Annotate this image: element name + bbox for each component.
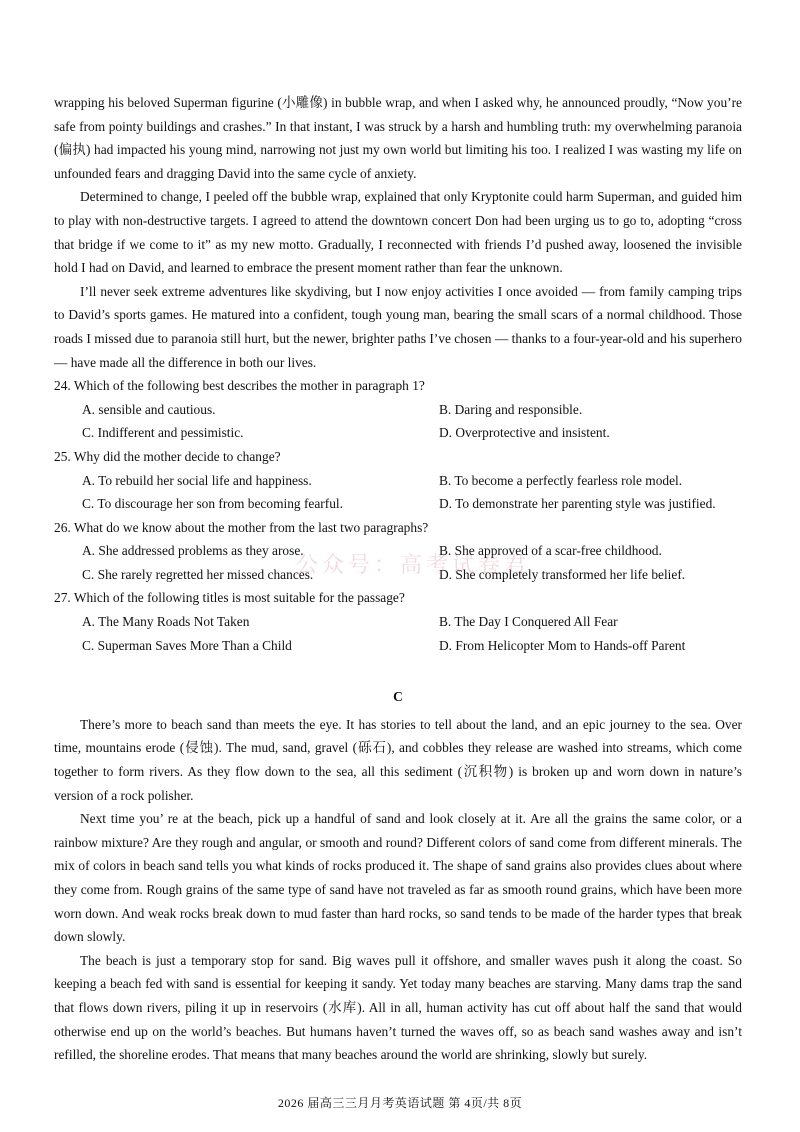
- option-d: D. To demonstrate her parenting style was justified.: [439, 496, 716, 512]
- option-c: C. To discourage her son from becoming fearful.: [82, 496, 343, 512]
- question-stem: 24. Which of the following best describes the mother in paragraph 1?: [54, 378, 425, 394]
- passage-c-paragraph: The beach is just a temporary stop for sand. Big waves pull it offshore, and smaller waves push it along the coast. So keeping a beach fed with sand is essential for keeping it sandy. Yet today many beaches are starving. Many dams trap the sand that flows down rivers, piling it up in reservoirs (水库). All in all, human activity has cut off about half the sand that would otherwise end up on the world’s beaches. But humans haven’t turned the waves off, so as beach sand washes away and isn’t refilled, the shoreline erodes. That means that many beaches around the world are shrinking, slowly but surely.: [54, 952, 742, 1063]
- passage-b-paragraph: wrapping his beloved Superman figurine (小雕像) in bubble wrap, and when I asked why, he announced proudly, “Now you’re safe from pointy buildings and crashes.” In that instant, I was struck by a harsh and humbling truth: my overwhelming paranoia (偏执) had impacted his young mind, narrowing not just my own world but limiting his too. I realized I was wasting my life on unfounded fears and dragging David into the same cycle of anxiety.: [54, 95, 742, 181]
- question-options: [54, 539, 742, 586]
- option-a: A. sensible and cautious.: [82, 401, 216, 417]
- option-c: C. She rarely regretted her missed chances.: [82, 566, 314, 582]
- question-stem: 25. Why did the mother decide to change?: [54, 448, 281, 464]
- question-options: [54, 610, 742, 657]
- question-24: [54, 374, 742, 445]
- exam-page: [54, 91, 742, 1067]
- option-a: A. She addressed problems as they arose.: [82, 543, 304, 559]
- passage-c: [54, 685, 742, 1067]
- passage-b-paragraph: Determined to change, I peeled off the bubble wrap, explained that only Kryptonite could harm Superman, and guided him to play with non-destructive targets. I agreed to attend the downtown concert Don had been urging us to go to, adopting “cross that bridge if we come to it” as my new motto. Gradually, I reconnected with friends I’d pushed away, loosened the invisible hold I had on David, and learned to embrace the present moment rather than fear the unknown.: [54, 189, 742, 276]
- passage-b: [54, 91, 742, 374]
- question-26: [54, 516, 742, 587]
- option-c: C. Superman Saves More Than a Child: [82, 637, 292, 653]
- question-list: [54, 374, 742, 657]
- passage-b-paragraph: I’ll never seek extreme adventures like skydiving, but I now enjoy activities I once avoided — from family camping trips to David’s sports games. He matured into a confident, tough young man, bearing the small scars of a normal childhood. Those roads I missed due to paranoia still hurt, but the newer, brighter paths I’ve chosen — thanks to a four-year-old and his superhero — have made all the difference in both our lives.: [54, 283, 742, 370]
- option-d: D. She completely transformed her life belief.: [439, 566, 686, 582]
- section-label: C: [393, 689, 403, 705]
- option-a: A. The Many Roads Not Taken: [82, 614, 250, 630]
- page-footer: 2026 届高三三月月考英语试题 第 4页/共 8页: [277, 1096, 523, 1110]
- question-25: [54, 445, 742, 516]
- passage-c-paragraph: Next time you’ re at the beach, pick up a handful of sand and look closely at it. Are all the grains the same color, or a rainbow mixture? Are they rough and angular, or smooth and round? Different colors of sand come from different minerals. The mix of colors in beach sand tells you what kinds of rocks produced it. The shape of sand grains also provides clues about where they come from. Rough grains of the same type of sand have not traveled as far as smooth round grains, which have been more worn down. And weak rocks break down to mud faster than hard rocks, so sand tends to be made of the harder types that break down slowly.: [54, 811, 742, 945]
- option-d: D. From Helicopter Mom to Hands-off Parent: [439, 637, 686, 653]
- question-stem: 27. Which of the following titles is most suitable for the passage?: [54, 590, 405, 606]
- question-options: [54, 469, 742, 516]
- option-b: B. To become a perfectly fearless role model.: [439, 472, 683, 488]
- question-27: [54, 586, 742, 657]
- option-b: B. She approved of a scar-free childhood.: [439, 543, 662, 559]
- option-c: C. Indifferent and pessimistic.: [82, 425, 244, 441]
- option-b: B. The Day I Conquered All Fear: [439, 614, 618, 630]
- watermark: 公众号：高考试卷君: [296, 553, 531, 578]
- option-a: A. To rebuild her social life and happiness.: [82, 472, 312, 488]
- passage-c-paragraph: There’s more to beach sand than meets the eye. It has stories to tell about the land, and an epic journey to the sea. Over time, mountains erode (侵蚀). The mud, sand, gravel (砾石), and cobbles they release are washed into streams, which come together to form rivers. As they flow down to the sea, all this sediment (沉积物) is broken up and worn down in nature’s version of a rock polisher.: [54, 716, 742, 803]
- option-b: B. Daring and responsible.: [439, 401, 583, 417]
- option-d: D. Overprotective and insistent.: [439, 425, 610, 441]
- question-stem: 26. What do we know about the mother from the last two paragraphs?: [54, 519, 429, 535]
- question-options: [54, 398, 742, 445]
